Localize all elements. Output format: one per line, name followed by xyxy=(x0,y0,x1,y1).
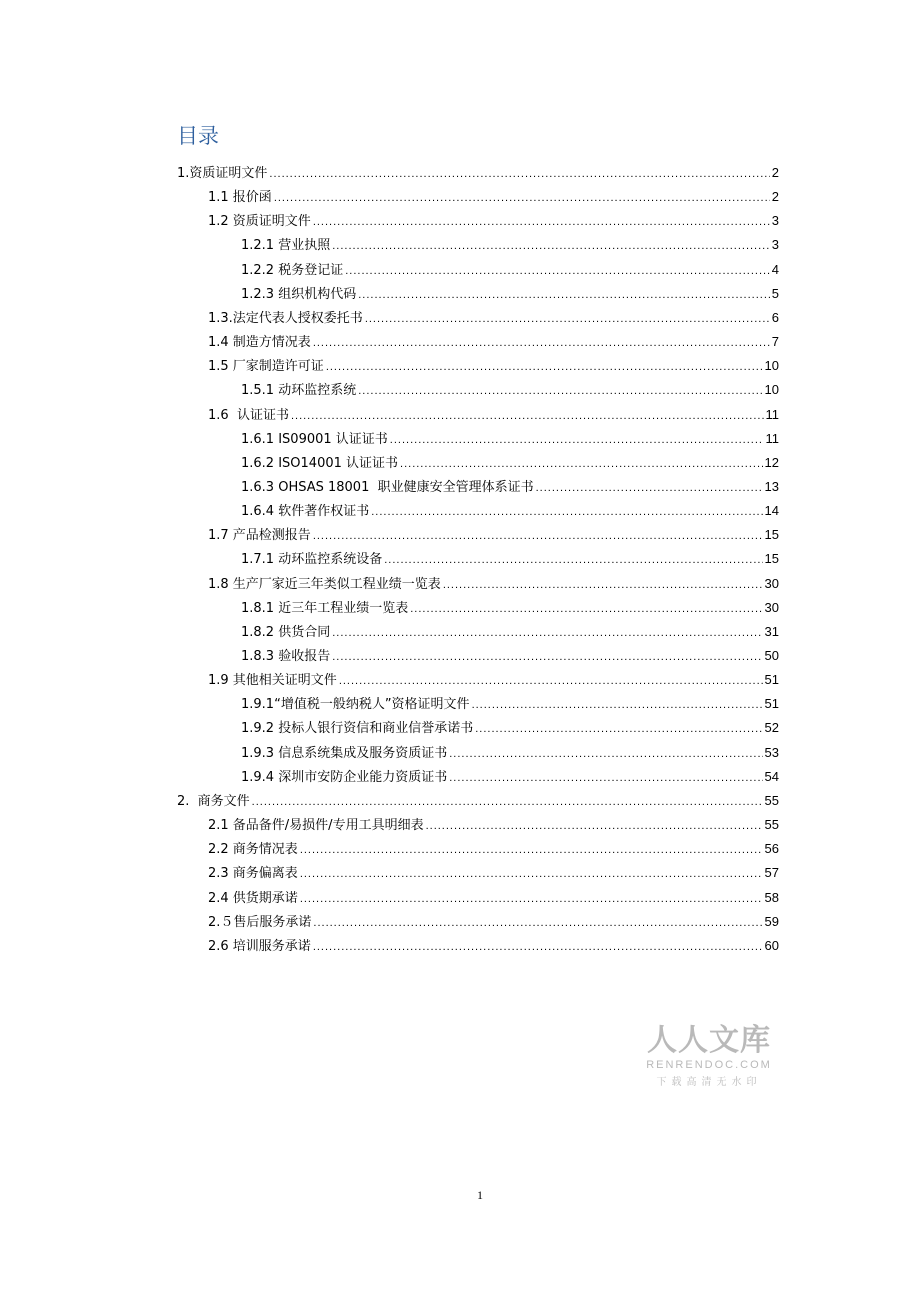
toc-entry-page: 57 xyxy=(764,865,779,881)
toc-entry[interactable] xyxy=(241,234,779,256)
toc-dot-leader xyxy=(300,888,763,910)
toc-entry[interactable] xyxy=(241,597,779,619)
toc-entry-page: 2 xyxy=(771,189,779,205)
toc-dot-leader xyxy=(300,839,763,861)
toc-entry-page: 55 xyxy=(764,817,779,833)
toc-entry[interactable] xyxy=(241,452,779,474)
toc-entry-label: 1.6 认证证书 xyxy=(208,407,289,423)
toc-entry-page: 13 xyxy=(764,478,779,494)
toc-dot-leader xyxy=(426,815,763,837)
toc-entry-page: 10 xyxy=(764,358,779,374)
watermark-main: 人人文库 xyxy=(647,1023,771,1058)
toc-entry-page: 53 xyxy=(764,744,779,760)
toc-entry[interactable] xyxy=(241,621,779,643)
watermark-sub: 下载高清无水印 xyxy=(656,1077,762,1088)
toc-entry-page: 58 xyxy=(764,889,779,905)
toc-entry-label: 2.2 商务情况表 xyxy=(208,842,298,858)
toc-dot-leader xyxy=(274,187,770,209)
toc-entry-label: 1.资质证明文件 xyxy=(177,166,268,181)
toc-entry-page: 2 xyxy=(771,165,779,180)
toc-dot-leader xyxy=(269,163,769,185)
toc-entry-label: 1.5 厂家制造许可证 xyxy=(208,359,324,375)
toc-entry-page: 5 xyxy=(771,285,779,301)
toc-entry-page: 51 xyxy=(764,672,779,688)
toc-entry[interactable] xyxy=(177,162,779,184)
toc-entry-label: 2.6 培训服务承诺 xyxy=(208,938,311,954)
toc-dot-leader xyxy=(332,622,762,644)
toc-entry-label: 2.3 商务偏离表 xyxy=(208,866,298,882)
toc-dot-leader xyxy=(345,260,770,282)
toc-entry-label: 1.6.2 ISO14001 认证证书 xyxy=(241,455,399,471)
toc-entry-label: 1.9.3 信息系统集成及服务资质证书 xyxy=(241,745,448,761)
toc-entry-page: 31 xyxy=(764,623,779,639)
toc-entry-page: 56 xyxy=(764,841,779,857)
toc-entry-label: 1.9.2 投标人银行资信和商业信誉承诺书 xyxy=(241,721,474,737)
toc-entry[interactable] xyxy=(177,790,779,812)
toc-entry-label: 1.9 其他相关证明文件 xyxy=(208,673,337,689)
toc-entry-label: 1.5.1 动环监控系统 xyxy=(241,383,357,399)
toc-entry[interactable] xyxy=(208,524,779,546)
toc-entry-label: 2.4 供货期承诺 xyxy=(208,890,298,906)
toc-entry-page: 4 xyxy=(771,261,779,277)
toc-entry-page: 15 xyxy=(764,551,779,567)
toc-title: 目录 xyxy=(177,124,219,148)
toc-dot-leader xyxy=(358,380,762,402)
toc-entry-page: 3 xyxy=(771,237,779,253)
toc-entry[interactable] xyxy=(241,766,779,788)
toc-entry[interactable] xyxy=(208,935,779,957)
toc-entry-page: 11 xyxy=(765,430,779,446)
toc-entry-page: 3 xyxy=(771,213,779,229)
toc-dot-leader xyxy=(339,670,763,692)
toc-entry-label: 1.8.3 验收报告 xyxy=(241,649,331,664)
toc-entry-page: 55 xyxy=(764,792,779,808)
toc-dot-leader xyxy=(332,646,762,668)
toc-entry-page: 11 xyxy=(765,406,779,422)
toc-entry[interactable] xyxy=(241,742,779,764)
toc-dot-leader xyxy=(313,525,763,547)
toc-entry-label: 1.6.4 软件著作权证书 xyxy=(241,504,370,520)
toc-entry-page: 52 xyxy=(764,720,779,736)
toc-entry-page: 10 xyxy=(764,382,779,398)
toc-entry[interactable] xyxy=(208,210,779,232)
toc-entry-label: 1.7.1 动环监控系统设备 xyxy=(241,552,383,568)
toc-entry-page: 30 xyxy=(764,599,779,615)
toc-entry[interactable] xyxy=(241,259,779,281)
watermark-logo xyxy=(644,1015,774,1088)
toc-entry[interactable] xyxy=(208,911,779,933)
toc-entry[interactable] xyxy=(208,838,779,860)
toc-entry[interactable] xyxy=(241,379,779,401)
toc-entry-label: 1.2.2 税务登记证 xyxy=(241,262,344,278)
toc-entry-page: 12 xyxy=(764,454,779,470)
toc-dot-leader xyxy=(410,598,762,620)
toc-entry[interactable] xyxy=(241,717,779,739)
toc-entry-page: 59 xyxy=(764,913,779,929)
toc-entry[interactable] xyxy=(208,186,779,208)
toc-entry-page: 6 xyxy=(771,309,779,325)
toc-dot-leader xyxy=(472,694,763,716)
toc-dot-leader xyxy=(449,767,762,789)
page-number: 1 xyxy=(477,1188,483,1202)
toc-entry-label: 1.1 报价函 xyxy=(208,190,272,206)
toc-entry-label: 2.1 备品备件/易损件/专用工具明细表 xyxy=(208,818,424,834)
toc-entry-page: 14 xyxy=(764,503,779,519)
toc-entry[interactable] xyxy=(208,331,779,353)
toc-dot-leader xyxy=(475,718,762,740)
toc-dot-leader xyxy=(291,405,764,427)
toc-entry-label: 1.6.1 IS09001 认证证书 xyxy=(241,431,388,447)
toc-entry[interactable] xyxy=(241,693,779,715)
toc-entry[interactable] xyxy=(208,355,779,377)
toc-entry-label: 1.7 产品检测报告 xyxy=(208,528,311,544)
toc-entry-label: 1.3.法定代表人授权委托书 xyxy=(208,310,363,326)
toc-dot-leader xyxy=(313,211,770,233)
toc-entry-label: 1.8 生产厂家近三年类似工程业绩一览表 xyxy=(208,576,441,592)
toc-dot-leader xyxy=(371,501,762,523)
toc-entry[interactable] xyxy=(208,307,779,329)
toc-dot-leader xyxy=(449,743,762,765)
toc-entry[interactable] xyxy=(208,814,779,836)
toc-entry-label: 1.9.4 深圳市安防企业能力资质证书 xyxy=(241,769,448,785)
toc-entry-page: 51 xyxy=(764,696,779,712)
toc-entry-label: 2. 商务文件 xyxy=(177,793,250,809)
toc-dot-leader xyxy=(384,549,762,571)
toc-dot-leader xyxy=(252,791,763,813)
toc-dot-leader xyxy=(300,863,763,885)
watermark-domain: RENRENDOC.COM xyxy=(646,1059,772,1071)
toc-entry[interactable] xyxy=(241,428,779,450)
toc-entry-label: 1.4 制造方情况表 xyxy=(208,335,311,351)
toc-dot-leader xyxy=(332,235,770,257)
toc-dot-leader xyxy=(365,308,770,330)
toc-entry-page: 54 xyxy=(764,768,779,784)
toc-entry-label: 1.6.3 OHSAS 18001 职业健康安全管理体系证书 xyxy=(241,479,534,495)
toc-entry-page: 15 xyxy=(764,527,779,543)
toc-entry-page: 7 xyxy=(771,334,779,350)
toc-entry[interactable] xyxy=(208,862,779,884)
toc-entry-page: 50 xyxy=(764,648,779,663)
toc-entry-label: 1.2.1 营业执照 xyxy=(241,238,331,254)
toc-entry-label: 1.2.3 组织机构代码 xyxy=(241,286,357,302)
toc-entry[interactable] xyxy=(241,500,779,522)
toc-dot-leader xyxy=(313,912,762,934)
toc-entry-label: 1.2 资质证明文件 xyxy=(208,214,311,230)
toc-entry-label: 1.9.1“增值税一般纳税人”资格证明文件 xyxy=(241,697,470,713)
toc-entry[interactable] xyxy=(241,645,779,667)
toc-entry-label: 1.8.2 供货合同 xyxy=(241,624,331,640)
toc-dot-leader xyxy=(326,356,763,378)
toc-entry-page: 30 xyxy=(764,575,779,591)
toc-dot-leader xyxy=(536,477,763,499)
toc-entry[interactable] xyxy=(208,404,779,426)
toc-dot-leader xyxy=(313,332,770,354)
toc-entry[interactable] xyxy=(208,887,779,909)
toc-entry[interactable] xyxy=(241,548,779,570)
toc-entry-label: 1.8.1 近三年工程业绩一览表 xyxy=(241,600,409,616)
toc-entry-label: 2.５售后服务承诺 xyxy=(208,914,312,930)
toc-entry[interactable] xyxy=(208,669,779,691)
toc-dot-leader xyxy=(443,574,763,596)
toc-dot-leader xyxy=(313,936,763,958)
toc-entry[interactable] xyxy=(208,573,779,595)
toc-dot-leader xyxy=(358,284,770,306)
toc-entry[interactable] xyxy=(241,476,779,498)
toc-entry[interactable] xyxy=(241,283,779,305)
toc-dot-leader xyxy=(390,429,764,451)
toc-entry-page: 60 xyxy=(764,937,779,953)
toc-dot-leader xyxy=(400,453,763,475)
